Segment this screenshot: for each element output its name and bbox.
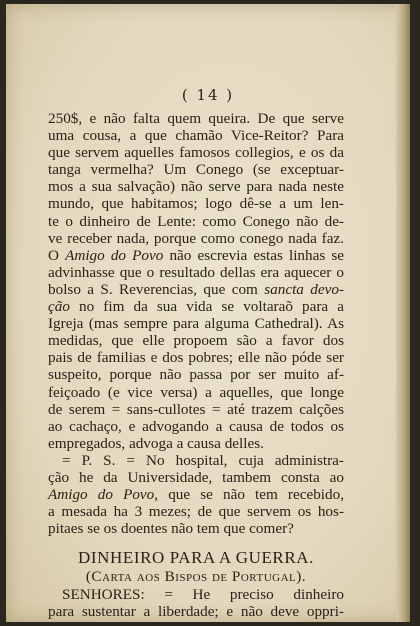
text-line: suspeito, porque não passa por ser muito af-	[48, 366, 344, 384]
text-line: que servem aquelles famosos collegios, e os da	[48, 144, 344, 162]
text-segment: bolso a S. Reverencias, que com	[48, 280, 265, 298]
text-line	[48, 298, 344, 315]
text-segment: O	[48, 246, 66, 264]
page-number: ( 14 )	[181, 86, 235, 104]
text-line: medidas, que elle propoem são a favor dos	[48, 332, 344, 350]
postscript-line: = P. S. = No hospital, cuja administra-	[62, 451, 344, 469]
book-page	[6, 4, 410, 622]
text-line: pais de familias e dos pobres; elle não póde ser	[48, 349, 344, 367]
text-line: Igreja (mas sempre para alguma Cathedral). As	[48, 315, 344, 333]
text-segment: , que se não tem recebido,	[154, 486, 344, 504]
article-body	[48, 110, 344, 620]
text-line: ção he da Universidade, tambem consta ao	[48, 468, 344, 486]
text-line: te o dinheiro de Lente: como Conego não de-	[48, 212, 344, 230]
text-line: advinhasse que o resultado dellas era aquecer o	[48, 263, 344, 281]
section-heading: DINHEIRO PARA A GUERRA.	[77, 548, 315, 568]
text-line: tanga vermelha? Um Conego (se exceptuar-	[48, 161, 344, 179]
section-subheading: (Carta aos Bispos de Portugal).	[85, 568, 307, 586]
text-line	[48, 247, 344, 264]
text-line: mos a sua salvação) não serve para nada neste	[48, 178, 344, 196]
text-segment: não escrevia estas linhas se	[163, 246, 345, 264]
text-segment: no fim da sua vida se voltaraõ para a	[69, 298, 344, 316]
text-line: empregados, advoga a causa delles.	[48, 434, 264, 452]
newspaper-title: Amigo do Povo	[65, 246, 164, 264]
text-line	[48, 281, 344, 298]
text-line: para sustentar a liberdade; e não deve oppri-	[48, 602, 344, 620]
text-line: pitaes se os doentes não tem que comer?	[48, 520, 294, 538]
text-line: feiçoado (e vice versa) a aquelles, que longe	[48, 383, 344, 401]
text-line: ve receber nada, porque como conego nada faz.	[48, 229, 344, 247]
text-line: ao cachaço, e advogando a causa de todos os	[48, 417, 344, 435]
text-line: de serem = sans-cullotes = até trazem calções	[48, 400, 344, 418]
italic-phrase: sancta devo-	[264, 280, 344, 298]
text-line: 250$, e não falta quem queira. De que serve	[48, 110, 344, 127]
letter-salutation-line: SENHORES: = He preciso dinheiro	[62, 585, 344, 603]
text-line	[48, 486, 344, 503]
newspaper-title: Amigo do Povo	[48, 486, 155, 504]
italic-phrase: ção	[48, 298, 70, 316]
text-line: mundo, que habitamos; logo dê-se a um len-	[48, 195, 344, 213]
text-line: a mesada ha 3 mezes; de que servem os hos-	[48, 503, 344, 521]
text-line: uma cousa, a que chamão Vice-Reitor? Para	[48, 127, 344, 145]
